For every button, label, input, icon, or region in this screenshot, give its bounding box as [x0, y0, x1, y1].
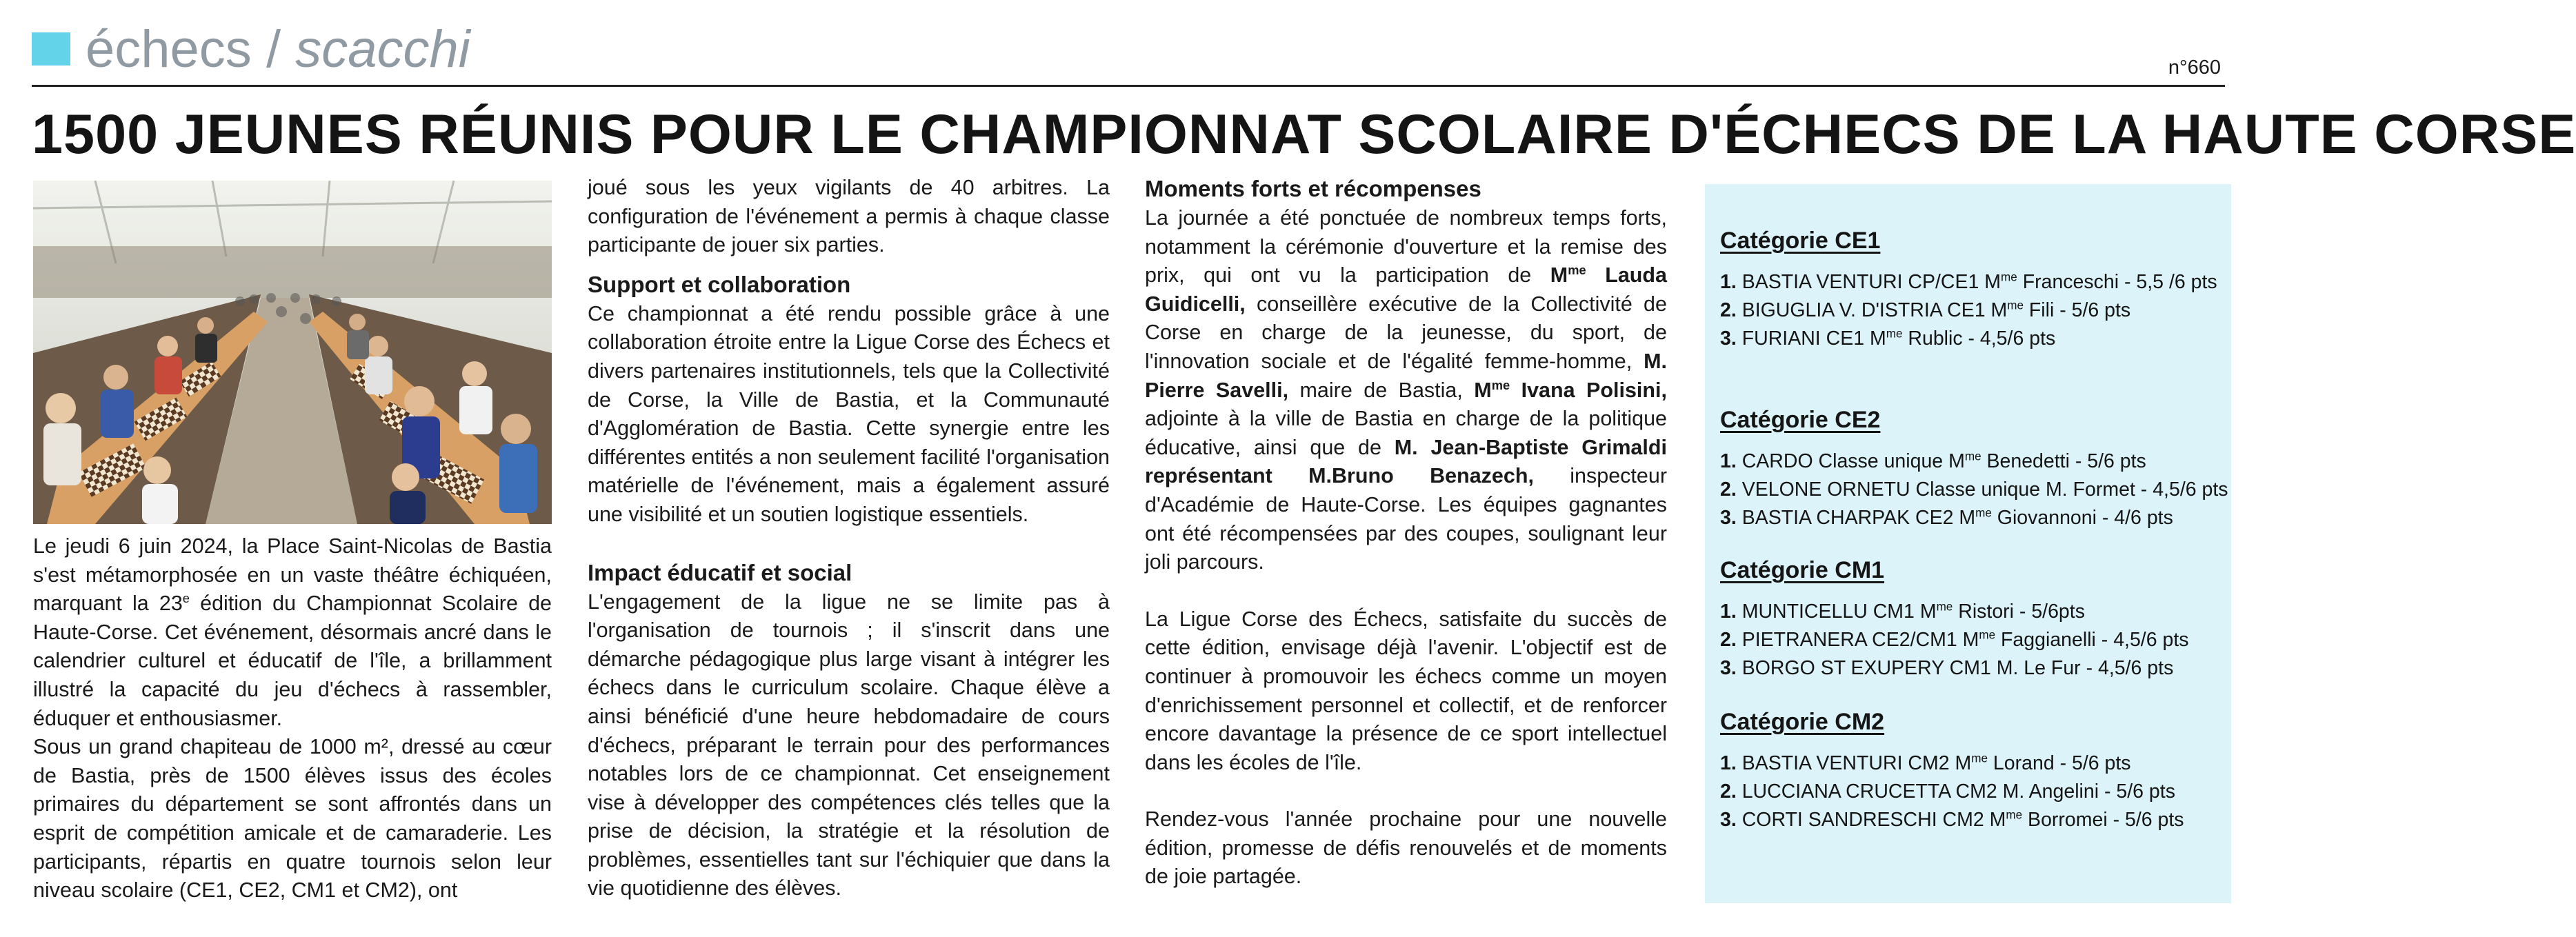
mme-sup: me	[1491, 377, 1510, 392]
impact-paragraph: L'engagement de la ligue ne se limite pas à l'organisation de tournois ; il s'inscrit dans une démarche pédagogique plus large visant à intégrer les échecs dans le curriculum scolaire. Chaque élève a ainsi bénéficié d'une heure hebdomadaire de cours d'échecs, préparant le terrain pour des performances notables lors de ce championnat. Cet enseignement vise à développer des compétences clés telles que la prise de décision, la stratégie et la résolution de problèmes, essentielles tant sur l'échiquier que dans la vie quotidienne des élèves.	[588, 590, 1110, 900]
grimaldi-name: M. Jean-Baptiste Grimaldi représentant M.Bruno Benazech,	[1145, 435, 1667, 488]
category-title: Catégorie CM1	[1720, 557, 1885, 583]
section-title-it: scacchi	[295, 20, 470, 79]
subheading-impact: Impact éducatif et social	[588, 559, 852, 585]
category-title: Catégorie CE1	[1720, 228, 1881, 254]
moments-text-5: inspecteur d'Académie de Haute-Corse. Les équipes gagnantes ont été récompensées par des coupes, soulignant leur joli parcours.	[1145, 464, 1667, 574]
ranking-entry: 2. BIGUGLIA V. D'ISTRIA CE1 $M^{me}$ Fili - 5/6 pts	[1720, 299, 2131, 321]
ranking-entry: 2. PIETRANERA CE2/CM1 $M^{me}$ Faggianelli - 4,5/6 pts	[1720, 628, 2189, 651]
subheading-moments: Moments forts et récompenses	[1145, 176, 1481, 201]
section-title	[86, 15, 470, 84]
category-cm2	[1720, 707, 2224, 834]
moments-text-2: conseillère exécutive de la Collectivité de Corse en charge de la jeunesse, du sport, de l'innovation sociale et de l'égalité femme-homme,	[1145, 292, 1667, 373]
headline: 1500 JEUNES RÉUNIS POUR LE CHAMPIONNAT SCOLAIRE D'ÉCHECS DE LA HAUTE CORSE	[32, 103, 2576, 165]
polisini-text: Ivana Polisini,	[1510, 378, 1667, 402]
article-column-3	[1145, 174, 1667, 891]
issue-number: n°660	[2168, 57, 2221, 79]
ranking-entry: 3. BASTIA CHARPAK CE2 $M^{me}$ Giovannoni - 4/6 pts	[1720, 506, 2173, 529]
guidicelli-text: Lauda Guidicelli,	[1145, 263, 1668, 316]
ligue-paragraph: La Ligue Corse des Échecs, satisfaite du succès de cette édition, envisage déjà l'avenir. L'objectif est de continuer à promouvoir les échecs comme un moyen d'enrichissement personnel et collectif, et de renforcer encore davantage la présence de ce sport intellectuel dans les écoles de l'île.	[1145, 607, 1667, 774]
ranking-entry: 3. FURIANI CE1 $M^{me}$ Rublic - 4,5/6 pts	[1720, 327, 2056, 350]
edition-sup: e	[182, 591, 190, 606]
moments-text-1: La journée a été ponctuée de nombreux temps forts, notamment la cérémonie d'ouverture et la remise des prix, qui ont vu la participation de	[1145, 206, 1667, 288]
article-column-2	[588, 174, 1110, 903]
chapiteau-paragraph: Sous un grand chapiteau de 1000 m², dressé au cœur de Bastia, près de 1500 élèves issus des écoles primaires du département se sont affrontés dans un esprit de compétition amicale et de camaraderie. Les participants, répartis en quatre tournois selon leur niveau scolaire (CE1, CE2, CM1 et CM2), ont	[33, 735, 552, 903]
category-ce2	[1720, 405, 2228, 532]
support-paragraph: Ce championnat a été rendu possible grâce à une collaboration étroite entre la Ligue Corse des Échecs et divers partenaires institutionnels, tels que la Collectivité de Corse, la Ville de Bastia, et la Communauté d'Agglomération de Bastia. Cette synergie entre les différentes entités a non seulement facilité l'organisation matérielle de l'événement, mais a également assuré une visibilité et un soutien logistique essentiels.	[588, 301, 1110, 526]
ranking-list	[1720, 447, 2228, 532]
ranking-list	[1720, 598, 2224, 683]
article-column-1	[33, 532, 552, 905]
section-title-fr: échecs	[86, 20, 252, 79]
mme-abbrev: M	[1550, 263, 1568, 288]
category-title: Catégorie CE2	[1720, 407, 1881, 433]
subheading-support: Support et collaboration	[588, 271, 851, 297]
ranking-entry: 1. BASTIA VENTURI CP/CE1 $M^{me}$ Franceschi - 5,5 /6 pts	[1720, 270, 2217, 293]
results-box	[1705, 184, 2231, 903]
section-color-square	[32, 32, 70, 66]
ranking-entry: 3. CORTI SANDRESCHI CM2 $M^{me}$ Borromei - 5/6 pts	[1720, 808, 2184, 831]
tournament-photo	[33, 181, 552, 524]
ranking-entry: 2. LUCCIANA CRUCETTA CM2 M. Angelini - 5/6 pts	[1720, 780, 2175, 803]
moments-paragraph	[1145, 204, 1667, 577]
ranking-entry: 1. BASTIA VENTURI CM2 $M^{me}$ Lorand - 5/6 pts	[1720, 752, 2131, 774]
ranking-entry: 1. MUNTICELLU CM1 $M^{me}$ Ristori - 5/6pts	[1720, 600, 2085, 623]
continuation-paragraph: joué sous les yeux vigilants de 40 arbitres. La configuration de l'événement a permis à chaque classe participante de jouer six parties.	[588, 176, 1110, 257]
category-title: Catégorie CM2	[1720, 709, 1885, 735]
savelli-name: M. Pierre Savelli,	[1145, 349, 1667, 402]
intro-text-a: Le jeudi 6 juin 2024, la Place Saint-Nicolas de Bastia s'est métamorphosée en un vaste théâtre échiquéen, marquant la 23	[33, 534, 552, 616]
category-cm1	[1720, 555, 2224, 683]
rendezvous-paragraph: Rendez-vous l'année prochaine pour une nouvelle édition, promesse de défis renouvelés et de moments de joie partagée.	[1145, 807, 1667, 889]
mme-abbrev: M	[1474, 378, 1492, 402]
ranking-entry: 2. VELONE ORNETU Classe unique M. Formet - 4,5/6 pts	[1720, 478, 2228, 501]
polisini-name	[1474, 379, 1667, 402]
ranking-entry: 3. BORGO ST EXUPERY CM1 M. Le Fur - 4,5/6 pts	[1720, 657, 2174, 679]
section-separator: /	[266, 20, 281, 79]
header-rule	[32, 85, 2225, 87]
intro-paragraph	[33, 532, 552, 733]
ranking-list	[1720, 749, 2224, 834]
intro-text-b: édition du Championnat Scolaire de Haute-Corse. Cet événement, désormais ancré dans le calendrier culturel et éducatif de l'île, a brillamment illustré la capacité du jeu d'échecs à rassembler, éduquer et enthousiasmer.	[33, 592, 552, 730]
mme-sup: me	[1568, 263, 1586, 278]
moments-text-3: maire de Bastia,	[1288, 378, 1475, 402]
moments-text-4: adjointe à la ville de Bastia en charge de la politique éducative, ainsi que de	[1145, 407, 1667, 459]
ranking-entry: 1. CARDO Classe unique $M^{me}$ Benedetti - 5/6 pts	[1720, 450, 2146, 472]
ranking-list	[1720, 268, 2224, 353]
category-ce1	[1720, 225, 2224, 353]
